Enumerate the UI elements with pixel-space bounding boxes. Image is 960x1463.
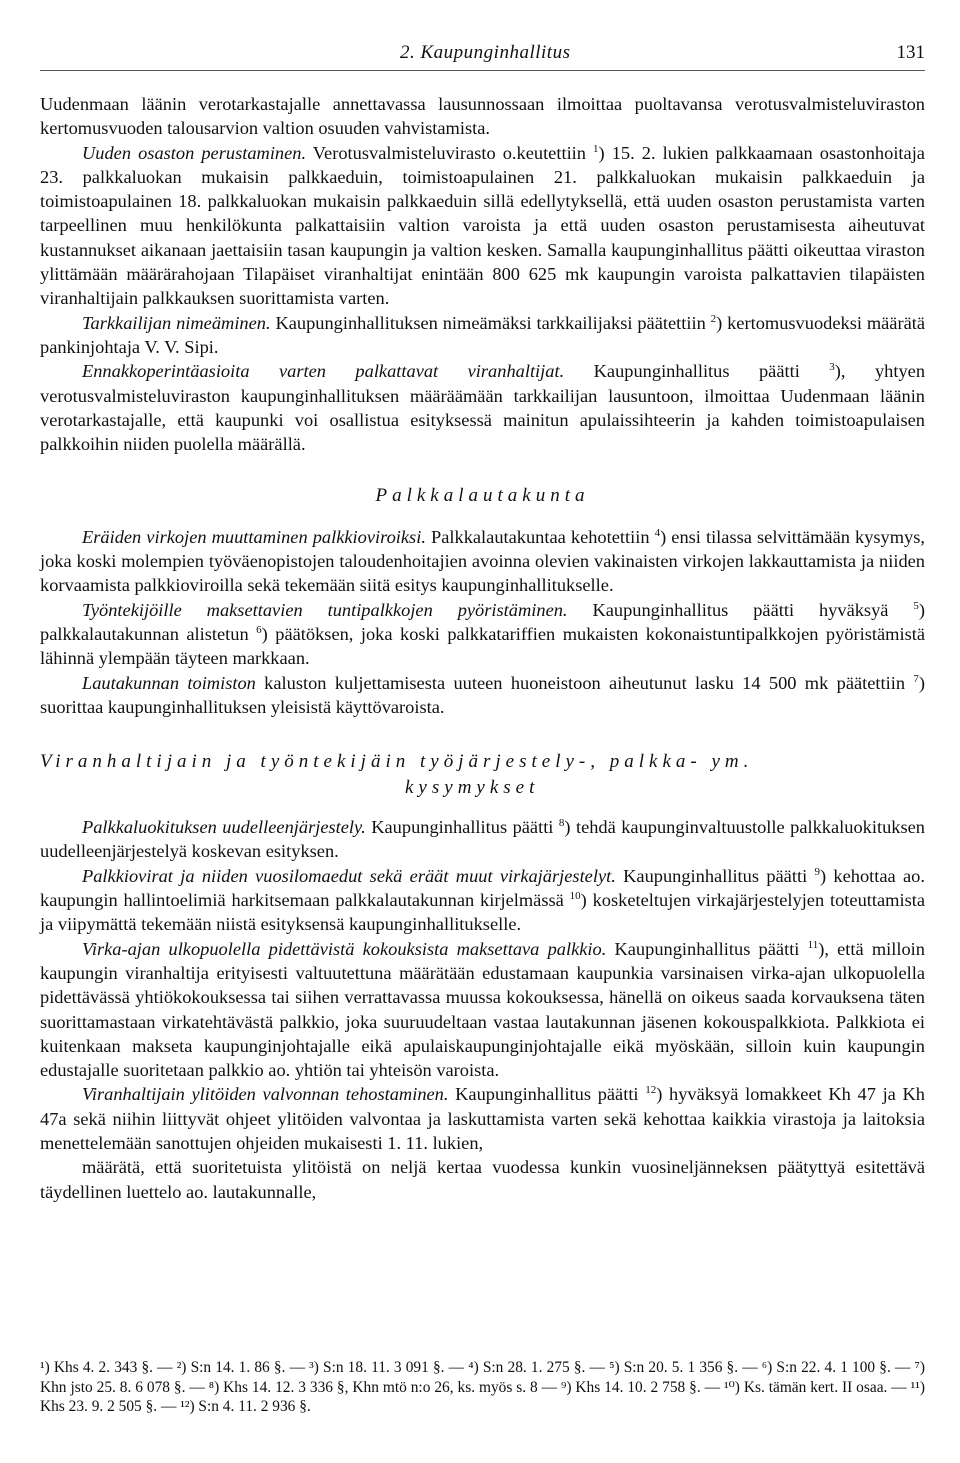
- paragraph: [40, 598, 925, 671]
- paragraph-text: kaluston kuljettamisesta uuteen huoneistoon aiheutunut lasku 14 500 mk päätettiin: [255, 672, 914, 693]
- paragraph-title: Uuden osaston perustaminen.: [82, 142, 307, 163]
- paragraph-text: ), että milloin kaupungin viranhaltija erityisesti valtuutettuna määrätään edustamaan kaupunkia varsinaisen virka-ajan ulkopuolella pidettävässä yhtiökokouksessa tai siihen verrattavassa muussa kokouksessa, hänellä on oikeus saada korvauksena täten suorittamastaan virkatehtävästä palkkio, joka suuruudeltaan vastaa lautakunnan jäsenen kokouspalkkiota. Palkkiota ei kuitenkaan makseta kaupunginjohtajalle eikä apulaiskaupunginjohtajalle eikä myöskään, silloin kuin kaupungin edustajalle suoritetaan palkkio ao. yhtiön tai yhteisön varoista.: [40, 938, 925, 1081]
- paragraph-title: Työntekijöille maksettavien tuntipalkkojen pyöristäminen.: [82, 599, 568, 620]
- footnote-ref: 6: [256, 623, 262, 636]
- body-text: [40, 92, 925, 1204]
- paragraph-text: Kaupunginhallitus päätti: [365, 817, 559, 838]
- paragraph: [40, 815, 925, 864]
- paragraph-text: ) ensi tilassa selvittämään kysymys, joka koski molempien työväenopistojen taloudenhoitajien avoinna olevien vakinaisten virkojen lakkauttamista ja niiden korvaamista palkkioviroilla sekä tekemään siitä esitys kaupunginhallitukselle.: [40, 526, 925, 596]
- paragraph-title: Eräiden virkojen muuttaminen palkkioviroiksi.: [82, 526, 426, 547]
- paragraph-title: Lautakunnan toimiston: [82, 672, 256, 693]
- paragraph: [40, 311, 925, 360]
- paragraph-title: Palkkiovirat ja niiden vuosilomaedut sekä eräät muut virkajärjestelyt.: [82, 865, 616, 886]
- paragraph: [40, 671, 925, 720]
- paragraph-text: Kaupunginhallitus päätti: [606, 938, 808, 959]
- paragraph-text: Verotusvalmisteluvirasto o.keutettiin: [306, 142, 594, 163]
- paragraph-title: Palkkaluokituksen uudelleenjärjestely.: [82, 817, 366, 838]
- footnote-ref: 10: [569, 889, 581, 902]
- paragraph-title: Virka-ajan ulkopuolella pidettävistä kokouksista maksettava palkkio.: [82, 938, 607, 959]
- footnote-ref: 9: [814, 865, 820, 878]
- paragraph-text: Kaupunginhallitus päätti: [564, 361, 830, 382]
- footnote-ref: 4: [654, 526, 661, 539]
- paragraph-text: ) päätöksen, joka koski palkkatariffien mukaisten kokonaistuntipalkkojen pyöristämistä lähinnä ylempään täyteen markkaan.: [40, 623, 926, 669]
- section-heading-line: kysymykset: [405, 777, 540, 799]
- paragraph-text: ) kosketeltujen virkajärjestelyjen toteuttamista ja viipymättä tekemään niistä esityksensä kaupunginhallitukselle.: [40, 890, 925, 935]
- paragraph-title: Viranhaltijain ylitöiden valvonnan tehostaminen.: [82, 1084, 449, 1105]
- paragraph-text: ) kertomusvuodeksi määrätä pankinjohtaja V. V. Sipi.: [40, 312, 926, 357]
- paragraph: [40, 92, 925, 141]
- footnote-ref: 2: [710, 312, 717, 325]
- paragraph-text: määrätä, että suoritetuista ylitöistä on neljä kertaa vuodessa kunkin vuosineljänneksen päätyttyä esitettävä täydellinen luettelo ao. lautakunnalle,: [40, 1157, 925, 1202]
- footnotes: [40, 1358, 925, 1417]
- paragraph: [40, 141, 925, 311]
- paragraph-title: Tarkkailijan nimeäminen.: [82, 312, 271, 333]
- running-title: 2. Kaupunginhallitus: [400, 42, 571, 63]
- section-heading: Palkkalautakunta: [375, 485, 590, 507]
- section-heading-line: Viranhaltijain ja työntekijäin työjärjestely-, palkka- ym.: [40, 751, 754, 773]
- paragraph-text: ) 15. 2. lukien palkkaamaan osastonhoitaja 23. palkkaluokan mukaisin palkkaeduin, toimistoapulainen 21. palkkaluokan mukaisin palkkaeduin ja toimistoapulainen 18. palkkaluokan mukaisin palkkaeduin sillä edellytyksellä, että uuden osaston perustamista varten tarpeellinen muu henkilökunta palkattaisiin valtion varoista ja että uuden osaston perustamisesta aiheutuvat kustannukset aikanaan jaettaisiin tasan kaupungin ja valtion kesken. Samalla kaupunginhallitus päätti oikeuttaa viraston ylittämään määrärahojaan Tilapäiset viranhaltijat enintään 800 625 mk kaupungin varoista palkattavien tilapäisten viranhaltijain palkkauksen suorittamista varten.: [40, 142, 925, 309]
- paragraph-text: ), yhtyen verotusvalmisteluviraston kaupunginhallituksen määräämään tarkkailijan lausuntoon, ilmoittaa Uudenmaan läänin verotarkastajalle, että kaupunki voi osallistua esityksessä mainitun apulaissihteerin ja kahden toimistoapulaisen palkkoihin niiden puolella määrällä.: [40, 361, 926, 455]
- paragraph: [40, 1155, 925, 1204]
- footnote-ref: 8: [558, 817, 565, 829]
- paragraph-text: Kaupunginhallitus päätti: [448, 1084, 646, 1105]
- footnote-ref: 7: [913, 672, 919, 685]
- paragraph: [40, 1082, 925, 1155]
- footnote-ref: 5: [913, 599, 919, 612]
- paragraph-text: ) palkkalautakunnan alistetun: [40, 599, 925, 644]
- paragraph-text: Palkkalautakuntaa kehotettiin: [425, 526, 655, 547]
- running-header: [40, 42, 925, 71]
- paragraph: [40, 525, 925, 598]
- footnote-text: ¹) Khs 4. 2. 343 §. — ²) S:n 14. 1. 86 §. — ³) S:n 18. 11. 3 091 §. — ⁴) S:n 28. 1. 275 §. — ⁵) S:n 20. 5. 1 356 §. — ⁶) S:n 22. 4. 1 100 §. — ⁷) Khn jsto 25. 8. 6 078 §. — ⁸) Khs 14. 12. 3 336 §, Khn mtö n:o 26, ks. myös s. 8 — ⁹) Khs 14. 10. 2 758 §. — ¹⁰) Ks. tämän kert. II osaa. — ¹¹) Khs 23. 9. 2 505 §. — ¹²) S:n 4. 11. 2 936 §.: [40, 1359, 925, 1416]
- paragraph-text: Kaupunginhallituksen nimeämäksi tarkkailijaksi päätettiin: [270, 312, 711, 333]
- footnote-ref: 11: [807, 938, 819, 951]
- paragraph-text: Uudenmaan läänin verotarkastajalle annettavassa lausunnossaan ilmoittaa puoltavansa verotusvalmisteluviraston kertomusvuoden talousarvion valtion osuuden vahvistamista.: [40, 94, 925, 139]
- paragraph-text: ) kehottaa ao. kaupungin hallintoelimiä harkitsemaan palkkalautakunnan kirjelmässä: [40, 865, 925, 911]
- paragraph-text: ) suorittaa kaupunginhallituksen yleisistä käyttövaroista.: [40, 672, 925, 717]
- section-heading: [40, 749, 925, 801]
- paragraph: [40, 937, 925, 1083]
- footnote-ref: 3: [829, 361, 835, 374]
- paragraph-text: Kaupunginhallitus päätti: [615, 865, 815, 886]
- page-number: 131: [896, 42, 925, 63]
- paragraph-text: Kaupunginhallitus päätti hyväksyä: [567, 599, 914, 620]
- paragraph: [40, 864, 925, 937]
- footnote-ref: 12: [645, 1084, 657, 1097]
- paragraph-text: ) hyväksyä lomakkeet Kh 47 ja Kh 47a sekä niihin liittyvät ohjeet ylitöiden valvontaa ja laskuttamista varten sekä kehottaa kaikkia virastoja ja laitoksia menettelemään sanottujen ohjeiden mukaisesti 1. 11. lukien,: [40, 1084, 925, 1153]
- paragraph: [40, 359, 925, 456]
- paragraph-title: Ennakkoperintäasioita varten palkattavat viranhaltijat.: [82, 361, 565, 382]
- paragraph-text: ) tehdä kaupunginvaltuustolle palkkaluokituksen uudelleenjärjestelyä koskevan esityksen.: [40, 817, 925, 862]
- footnote-ref: 1: [593, 142, 599, 155]
